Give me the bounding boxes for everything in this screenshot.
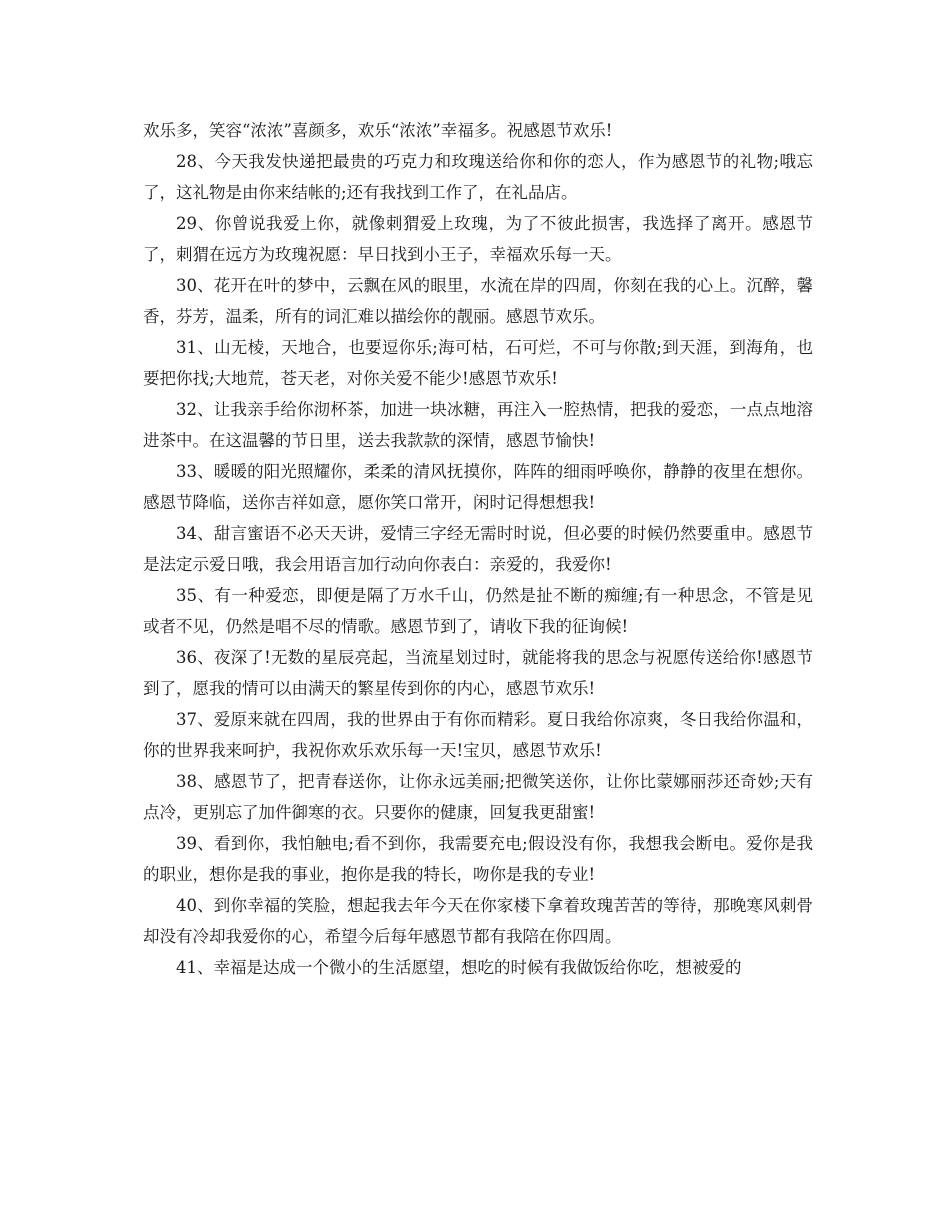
paragraph-item-36: 36、夜深了!无数的星辰亮起，当流星划过时，就能将我的思念与祝愿传送给你!感恩节到了，愿我的情可以由满天的繁星传到你的内心，感恩节欢乐!: [143, 648, 813, 698]
paragraph-item-41: 41、幸福是达成一个微小的生活愿望，想吃的时候有我做饭给你吃，想被爱的: [176, 958, 742, 977]
paragraph-item-37: 37、爱原来就在四周，我的世界由于有你而精彩。夏日我给你凉爽，冬日我给你温和，你的世界我来呵护，我祝你欢乐欢乐每一天!宝贝，感恩节欢乐!: [143, 710, 813, 760]
paragraph-item-38: 38、感恩节了，把青春送你，让你永远美丽;把微笑送你，让你比蒙娜丽莎还奇妙;天有点冷，更别忘了加件御寒的衣。只要你的健康，回复我更甜蜜!: [143, 772, 813, 822]
paragraph-item-35: 35、有一种爱恋，即便是隔了万水千山，仍然是扯不断的痴缠;有一种思念，不管是见或者不见，仍然是唱不尽的情歌。感恩节到了，请收下我的征询候!: [143, 586, 813, 636]
paragraph-item-39: 39、看到你，我怕触电;看不到你，我需要充电;假设没有你，我想我会断电。爱你是我的职业，想你是我的事业，抱你是我的特长，吻你是我的专业!: [143, 834, 813, 884]
paragraph-continued: 欢乐多，笑容“浓浓”喜颜多，欢乐“浓浓”幸福多。祝感恩节欢乐!: [143, 121, 613, 140]
paragraph-item-40: 40、到你幸福的笑脸，想起我去年今天在你家楼下拿着玫瑰苦苦的等待，那晚寒风刺骨却没有冷却我爱你的心，希望今后每年感恩节都有我陪在你四周。: [143, 896, 813, 946]
paragraph-item-33: 33、暖暖的阳光照耀你，柔柔的清风抚摸你，阵阵的细雨呼唤你，静静的夜里在想你。感恩节降临，送你吉祥如意，愿你笑口常开，闲时记得想想我!: [143, 462, 813, 512]
paragraph-item-31: 31、山无棱，天地合，也要逗你乐;海可枯，石可烂，不可与你散;到天涯，到海角，也要把你找;大地荒，苍天老，对你关爱不能少!感恩节欢乐!: [143, 338, 813, 388]
paragraph-item-28: 28、今天我发快递把最贵的巧克力和玫瑰送给你和你的恋人，作为感恩节的礼物;哦忘了，这礼物是由你来结帐的;还有我找到工作了，在礼品店。: [143, 152, 813, 202]
document-body: [143, 115, 813, 983]
paragraph-item-34: 34、甜言蜜语不必天天讲，爱情三字经无需时时说，但必要的时候仍然要重申。感恩节是法定示爱日哦，我会用语言加行动向你表白：亲爱的，我爱你!: [143, 524, 813, 574]
paragraph-item-30: 30、花开在叶的梦中，云飘在风的眼里，水流在岸的四周，你刻在我的心上。沉醉，馨香，芬芳，温柔，所有的词汇难以描绘你的靓丽。感恩节欢乐。: [143, 276, 813, 326]
paragraph-item-32: 32、让我亲手给你沏杯茶，加进一块冰糖，再注入一腔热情，把我的爱恋，一点点地溶进茶中。在这温馨的节日里，送去我款款的深情，感恩节愉快!: [143, 400, 813, 450]
paragraph-item-29: 29、你曾说我爱上你，就像刺猬爱上玫瑰，为了不彼此损害，我选择了离开。感恩节了，刺猬在远方为玫瑰祝愿：早日找到小王子，幸福欢乐每一天。: [143, 214, 813, 264]
